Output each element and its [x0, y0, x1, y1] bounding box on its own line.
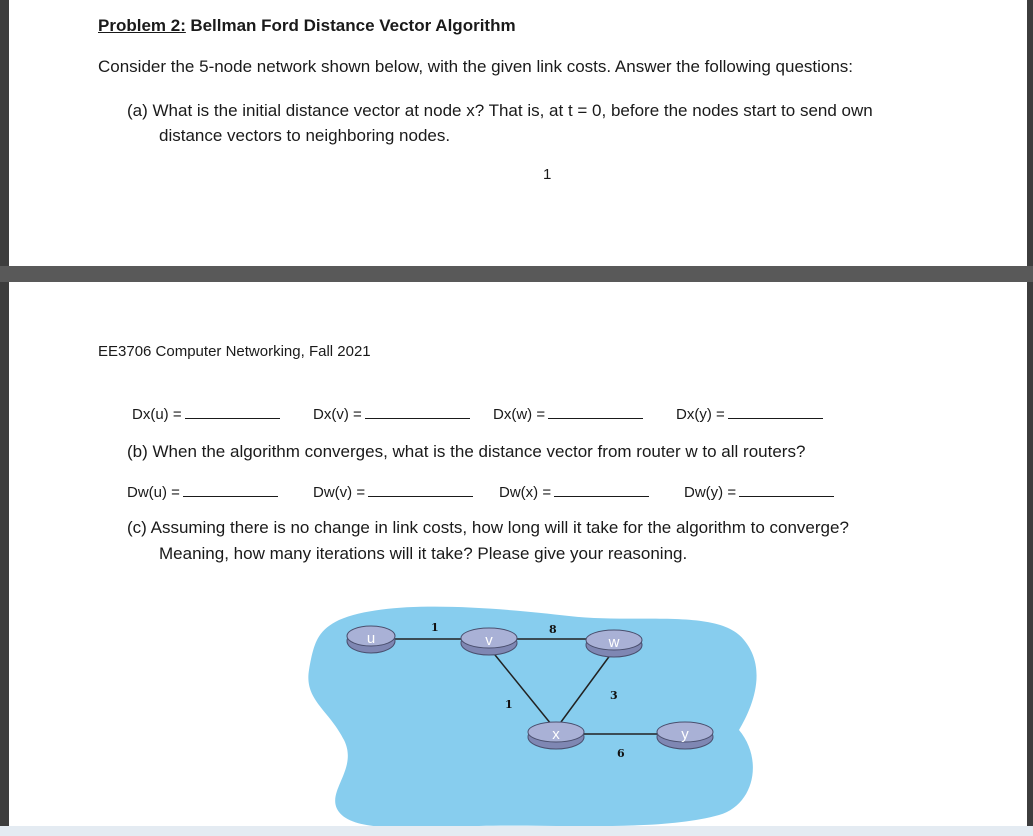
- problem-heading: [98, 16, 516, 36]
- dx-y-label: Dx(y) =: [676, 406, 725, 423]
- question-a-line-1: (a) What is the initial distance vector at node x? That is, at t = 0, before the nodes start to send own: [127, 101, 873, 120]
- router-u: [347, 626, 395, 653]
- question-c-line-1: (c) Assuming there is no change in link costs, how long will it take for the algorithm to converge?: [127, 518, 849, 537]
- question-a-line-2: distance vectors to neighboring nodes.: [159, 126, 451, 145]
- dw-v-blank[interactable]: [368, 482, 473, 497]
- dx-u-blank[interactable]: [185, 404, 280, 419]
- dw-x-blank[interactable]: [554, 482, 649, 497]
- dx-y: [676, 404, 823, 423]
- router-x: [528, 722, 584, 749]
- dw-x: [499, 482, 649, 501]
- problem-intro: Consider the 5-node network shown below, with the given link costs. Answer the following questions:: [98, 57, 854, 76]
- dx-w-label: Dx(w) =: [493, 406, 546, 423]
- router-x-label: x: [552, 726, 560, 743]
- router-v-label: v: [485, 632, 493, 649]
- page-2: [0, 282, 1033, 836]
- dx-v: [313, 404, 470, 423]
- cost-x-y: 6: [617, 747, 625, 760]
- dw-v: [313, 482, 473, 501]
- dw-y-label: Dw(y) =: [684, 484, 737, 501]
- cost-v-x: 1: [505, 698, 513, 711]
- page-number: 1: [543, 166, 552, 183]
- dw-y: [684, 482, 834, 501]
- cost-v-w: 8: [549, 623, 557, 636]
- network-diagram: [299, 600, 769, 832]
- page-1: [0, 0, 1033, 266]
- viewer-bottom-bar: [0, 826, 1033, 836]
- dw-x-label: Dw(x) =: [499, 484, 552, 501]
- router-u-label: u: [366, 630, 376, 647]
- router-w: [586, 630, 642, 657]
- cost-u-v: 1: [431, 621, 439, 634]
- cost-w-x: 3: [610, 689, 618, 702]
- dw-u: [127, 482, 278, 501]
- course-header: EE3706 Computer Networking, Fall 2021: [98, 343, 371, 360]
- dx-v-blank[interactable]: [365, 404, 470, 419]
- router-y-label: y: [681, 726, 689, 743]
- dw-u-blank[interactable]: [183, 482, 278, 497]
- dx-v-label: Dx(v) =: [313, 406, 362, 423]
- dx-y-blank[interactable]: [728, 404, 823, 419]
- dx-w: [493, 404, 643, 423]
- question-b: (b) When the algorithm converges, what is the distance vector from router w to all routers?: [127, 442, 806, 461]
- page-separator: [0, 266, 1033, 282]
- router-v: [461, 628, 517, 655]
- dw-y-blank[interactable]: [739, 482, 834, 497]
- problem-title: Bellman Ford Distance Vector Algorithm: [190, 16, 516, 35]
- router-y: [657, 722, 713, 749]
- dx-u: [132, 404, 280, 423]
- router-w-label: w: [608, 634, 620, 651]
- problem-label: Problem 2:: [98, 16, 186, 35]
- dw-u-label: Dw(u) =: [127, 484, 180, 501]
- question-c-line-2: Meaning, how many iterations will it take? Please give your reasoning.: [159, 544, 688, 563]
- dw-v-label: Dw(v) =: [313, 484, 366, 501]
- dx-w-blank[interactable]: [548, 404, 643, 419]
- dx-u-label: Dx(u) =: [132, 406, 182, 423]
